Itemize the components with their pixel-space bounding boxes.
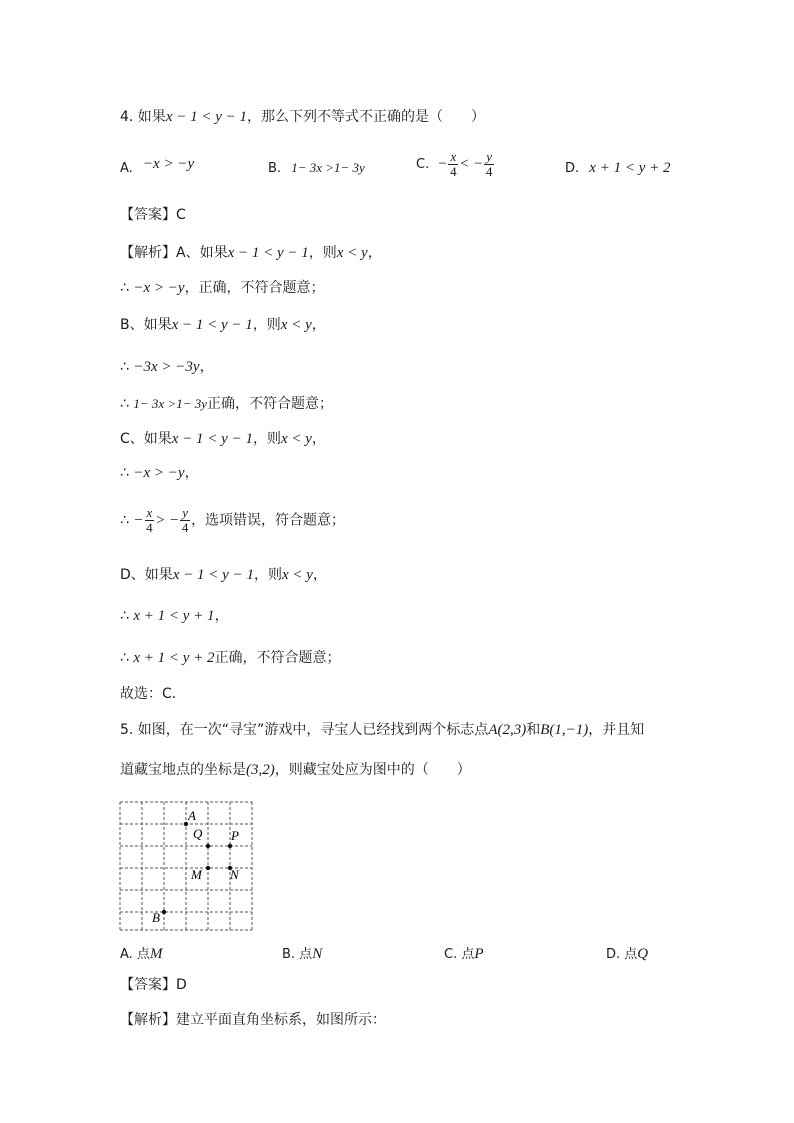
- q4-stem: [120, 107, 485, 127]
- text: ，: [312, 567, 327, 583]
- q4-option-a-expr: −x > −y: [142, 156, 195, 172]
- therefore-symbol: ∴: [120, 359, 129, 375]
- q4-analysis-line-10: [120, 606, 229, 626]
- expr: 1− 3x >1− 3y: [133, 396, 207, 411]
- frac-den: 4: [146, 520, 153, 535]
- text: 正确，不符合题意；: [214, 650, 341, 666]
- point-b: [162, 910, 166, 914]
- frac-num: x: [450, 149, 457, 164]
- text: ，: [184, 465, 199, 481]
- text: ，: [199, 359, 214, 375]
- option-point: Q: [637, 946, 649, 962]
- option-label: C. 点: [444, 947, 475, 962]
- q4-conclusion: 故选：C．: [120, 686, 186, 702]
- q4-analysis-line-4: [120, 357, 214, 377]
- text: B、如果: [120, 317, 172, 333]
- label-m: M: [191, 867, 202, 882]
- text: ，: [311, 317, 326, 333]
- label-a: A: [188, 808, 196, 823]
- point-a-coord: A(2,3): [488, 722, 527, 738]
- q4-analysis-line-3: [120, 315, 326, 335]
- text: ，则: [253, 567, 282, 583]
- point-b-coord: B(1,−1): [540, 722, 589, 738]
- expr: −: [133, 512, 144, 529]
- q4-stem-prefix: 4. 如果: [120, 109, 166, 125]
- frac-den: 4: [181, 520, 189, 535]
- text: ，: [214, 608, 229, 624]
- therefore-symbol: ∴: [120, 608, 129, 624]
- expr: x < y: [280, 317, 312, 333]
- q4-analysis-line-5: [120, 394, 333, 414]
- q4-option-a: [120, 158, 194, 179]
- expr: x − 1 < y − 1: [171, 317, 253, 333]
- q4-analysis-line-7: [120, 463, 199, 483]
- expr: x − 1 < y − 1: [227, 245, 309, 261]
- q4-analysis-line-9: [120, 565, 327, 585]
- text: ，并且知: [588, 722, 645, 738]
- q5-option-d: [606, 944, 648, 965]
- q5-stem-line-2: [120, 760, 471, 780]
- point-m: [206, 866, 210, 870]
- text: ，正确，不符合题意；: [184, 280, 325, 296]
- therefore-symbol: ∴: [120, 280, 129, 296]
- q4-option-c-frac1: [448, 150, 458, 179]
- text: 5. 如图，在一次“寻宝”游戏中，寻宝人已经找到两个标志点: [120, 722, 489, 738]
- option-point: P: [474, 946, 484, 962]
- frac-den: 4: [450, 164, 457, 179]
- q4-option-a-label: A.: [120, 161, 133, 176]
- text: ，则: [308, 245, 337, 261]
- expr: x < y: [281, 567, 313, 583]
- therefore-symbol: ∴: [120, 396, 129, 412]
- q4-option-c-minus: −: [437, 156, 448, 172]
- therefore-symbol: ∴: [120, 465, 129, 481]
- q4-stem-suffix: ，那么下列不等式不正确的是（ ）: [247, 109, 485, 125]
- text: D、如果: [120, 567, 173, 583]
- expr: x < y: [280, 431, 312, 447]
- q4-option-c-mid: < −: [459, 156, 484, 172]
- frac-num: x: [146, 505, 153, 520]
- treasure-grid-figure: [118, 800, 258, 934]
- q5-option-b: [282, 944, 322, 965]
- expr: x − 1 < y − 1: [172, 567, 254, 583]
- fraction: [145, 506, 155, 535]
- option-point: N: [312, 946, 323, 962]
- grid-lines: [120, 802, 252, 930]
- q4-option-c-frac2: [484, 150, 494, 179]
- option-label: A. 点: [120, 947, 150, 962]
- expr: > −: [155, 512, 180, 529]
- text: ，则藏宝处应为图中的（ ）: [274, 762, 471, 778]
- text: C、如果: [120, 431, 172, 447]
- expr: x + 1 < y + 2: [133, 650, 215, 666]
- frac-num: y: [486, 149, 493, 164]
- q5-option-a: [120, 944, 162, 965]
- option-label: D. 点: [606, 947, 638, 962]
- expr: −3x > −3y: [133, 359, 200, 375]
- text: ，: [311, 431, 326, 447]
- text: 和: [526, 722, 541, 738]
- therefore-symbol: ∴: [120, 512, 129, 529]
- expr: x < y: [336, 245, 368, 261]
- therefore-symbol: ∴: [120, 650, 129, 666]
- label-q: Q: [193, 826, 203, 841]
- q4-option-d: [565, 158, 670, 179]
- text: ，选项错误，符合题意；: [191, 512, 346, 529]
- q4-option-b: [268, 158, 365, 179]
- q4-answer: 【答案】C: [120, 207, 186, 223]
- q4-analysis-line-8: [120, 506, 345, 535]
- q4-analysis-line-1: [120, 243, 382, 263]
- label-p: P: [231, 828, 239, 843]
- q4-analysis-line-6: [120, 429, 326, 449]
- expr: −x > −y: [133, 280, 185, 296]
- q5-analysis-start: 【解析】建立平面直角坐标系，如图所示：: [120, 1012, 386, 1028]
- frac-den: 4: [485, 164, 493, 179]
- q4-option-d-expr: x + 1 < y + 2: [589, 160, 671, 176]
- text: ，则: [252, 317, 281, 333]
- text: 正确，不符合题意；: [206, 396, 333, 412]
- q4-option-b-expr: 1− 3x >1− 3y: [291, 160, 365, 175]
- text: ，则: [252, 431, 281, 447]
- q4-analysis-line-11: [120, 648, 341, 668]
- frac-num: y: [182, 505, 189, 520]
- point-p: [228, 844, 232, 848]
- q4-option-d-label: D.: [565, 161, 580, 176]
- q4-option-c: [416, 150, 495, 179]
- label-b: B: [152, 910, 160, 925]
- expr: x − 1 < y − 1: [171, 431, 253, 447]
- label-n: N: [230, 867, 239, 882]
- text: ，: [367, 245, 382, 261]
- q5-stem-line-1: [120, 720, 644, 740]
- expr: −x > −y: [133, 465, 185, 481]
- point-q: [206, 844, 210, 848]
- q5-answer: 【答案】D: [120, 977, 187, 993]
- q4-option-c-label: C.: [416, 157, 430, 172]
- option-label: B. 点: [282, 947, 313, 962]
- fraction: [180, 506, 190, 535]
- option-point: M: [149, 946, 163, 962]
- expr: x + 1 < y + 1: [133, 608, 215, 624]
- q4-analysis-line-2: [120, 278, 325, 298]
- q5-option-c: [444, 944, 484, 965]
- text: 道藏宝地点的坐标是: [120, 762, 246, 778]
- treasure-coord: (3,2): [246, 762, 275, 778]
- q4-option-b-label: B.: [268, 161, 282, 176]
- text: 【解析】A、如果: [120, 245, 228, 261]
- q4-stem-expr: x − 1 < y − 1: [165, 109, 247, 125]
